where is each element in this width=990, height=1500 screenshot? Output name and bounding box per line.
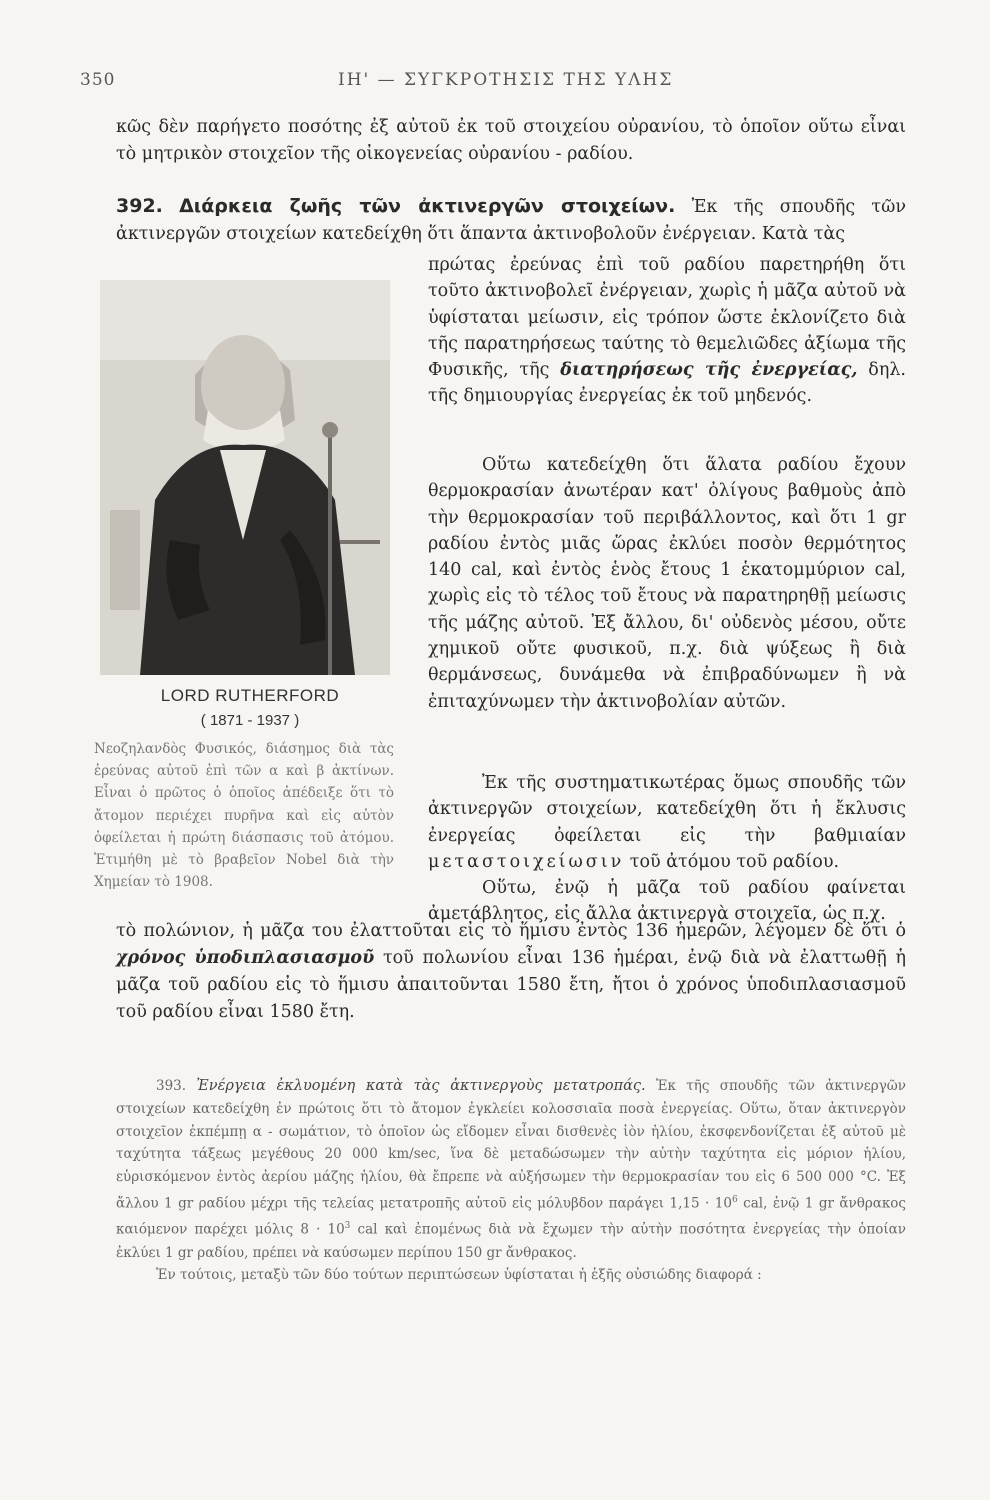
paragraph-text: τὸ πολώνιον, ἡ μᾶζα του ἐλαττοῦται εἰς τὸ ἥμισυ ἐντὸς 136 ἡμερῶν, λέγομεν δὲ ὅτι ὁ <box>116 921 906 941</box>
page-number: 350 <box>80 70 116 90</box>
paragraph-text: cal, ἐνῷ 1 gr ἄνθρακος καιόμενον παρέχει μόλις 8 · 10 <box>116 1195 906 1238</box>
paragraph-half-life <box>116 918 906 1026</box>
portrait-caption: Νεοζηλανδὸς Φυσικός, διάσημος διὰ τὰς ἐρεύνας αὐτοῦ ἐπὶ τῶν α καὶ β ἀκτίνων. Εἶναι ὁ πρῶτος ὁ ὁποῖος ἀπέδειξε ὅτι τὸ ἄτομον περιέχει πυρῆνα καὶ εἰς αὐτὸν ὀφείλεται ἡ πρώτη διάσπασις τοῦ ἀτόμου. Ἐτιμήθη μὲ τὸ βραβεῖον Nobel διὰ τὴν Χημείαν τὸ 1908. <box>94 741 394 891</box>
portrait-years: ( 1871 - 1937 ) <box>200 712 300 729</box>
paragraph-transmutation <box>428 770 906 928</box>
paragraph-radium-heat: Οὕτω κατεδείχθη ὅτι ἅλατα ραδίου ἔχουν θερμοκρασίαν ἀνωτέραν κατ' ὀλίγους βαθμοὺς ἀπὸ τὴν θερμοκρασίαν τοῦ περιβάλλοντος, καὶ ὅτι 1 gr ραδίου ἐντὸς μιᾶς ὥρας ἐκλύει ποσὸν θερμότητος 140 cal, καὶ ἐντὸς ἑνὸς ἔτους 1 ἑκατομμύριον cal, χωρὶς εἰς τὸ τέλος τοῦ ἔτους νὰ παρατηρηθῇ μείωσις τῆς μάζης αὐτοῦ. Ἐξ ἄλλου, δι' οὐδενὸς μέσου, οὔτε χημικοῦ οὔτε φυσικοῦ, π.χ. διὰ ψύξεως ἢ διὰ θερμάνσεως, δυνάμεθα νὰ ἐπιβραδύνωμεν ἢ νὰ ἐπιταχύνωμεν τὴν ἀκτινοβολίαν αὐτῶν. <box>428 455 906 712</box>
emphasized-term: διατηρήσεως τῆς ἐνεργείας, <box>560 360 858 381</box>
paragraph-text: τοῦ ἀτόμου τοῦ ραδίου. <box>629 851 840 872</box>
section-lead-text: Ἐκ τῆς σπουδῆς τῶν ἀκτινεργῶν στοιχείων κατεδείχθη ὅτι ἅπαντα ἀκτινοβολοῦν ἐνέργειαν. Κατὰ τὰς <box>116 197 906 244</box>
portrait-name: LORD RUTHERFORD <box>160 686 340 705</box>
portrait-photo-icon <box>100 280 390 675</box>
section-number: 392. <box>116 195 163 217</box>
exponent: 6 <box>731 1194 738 1205</box>
spaced-term: μεταστοιχείωσιν <box>428 851 625 872</box>
section-392-heading <box>116 193 906 247</box>
paragraph-radium-observation <box>428 252 906 410</box>
emphasized-term: χρόνος ὑποδιπλασιασμοῦ <box>116 948 375 968</box>
running-head: ΙΗ' — ΣΥΓΚΡΟΤΗΣΙΣ ΤΗΣ ΥΛΗΣ <box>338 70 674 90</box>
section-title: Διάρκεια ζωῆς τῶν ἀκτινεργῶν στοιχείων. <box>179 195 676 217</box>
section-393-number: 393. <box>156 1078 187 1094</box>
paragraph-text: Ἐν τούτοις, μεταξὺ τῶν δύο τούτων περιπτώσεων ὑφίσταται ἡ ἑξῆς οὐσιώδης διαφορά : <box>156 1267 762 1284</box>
section-393 <box>116 1075 906 1287</box>
paragraph-text: τοῦ πολωνίου εἶναι 136 ἡμέραι, ἐνῷ διὰ νὰ ἐλαττωθῇ ἡ μᾶζα τοῦ ραδίου εἰς τὸ ἥμισυ ἀπαιτοῦνται 1580 ἔτη, ἤτοι ὁ χρόνος ὑποδιπλασιασμοῦ τοῦ ραδίου εἶναι 1580 ἔτη. <box>116 948 906 1022</box>
intro-paragraph: κῶς δὲν παρήγετο ποσότης ἐξ αὐτοῦ ἐκ τοῦ στοιχείου οὐρανίου, τὸ ὁποῖον οὕτω εἶναι τὸ μητρικὸν στοιχεῖον τῆς οἰκογενείας οὐρανίου - ραδίου. <box>116 117 906 164</box>
paragraph-text: δηλ. τῆς δημιουργίας ἐνεργείας ἐκ τοῦ μηδενός. <box>428 360 906 407</box>
paragraph-text: Οὕτω, ἐνῷ ἡ μᾶζα τοῦ ραδίου φαίνεται ἀμετάβλητος, εἰς ἄλλα ἀκτινεργὰ στοιχεῖα, ὡς π.χ. <box>428 878 906 925</box>
paragraph-text: πρώτας ἐρεύνας ἐπὶ τοῦ ραδίου παρετηρήθη ὅτι τοῦτο ἀκτινοβολεῖ ἐνέργειαν, χωρὶς ἡ μᾶζα αὐτοῦ νὰ ὑφίσταται μείωσιν, εἰς τρόπον ὥστε ἐκλονίζετο διὰ τῆς παρατηρήσεως ταύτης τὸ θεμελιῶδες ἀξίωμα τῆς Φυσικῆς, τῆς <box>428 255 906 381</box>
rutherford-portrait <box>100 280 390 675</box>
paragraph-text: cal καὶ ἐπομένως διὰ νὰ ἔχωμεν τὴν αὐτὴν ποσότητα ἐνεργείας τὴν ὁποίαν ἐκλύει 1 gr ραδίου, πρέπει νὰ καύσωμεν περίπου 150 gr ἄνθρακος. <box>116 1221 906 1261</box>
page-header <box>80 70 910 94</box>
section-393-title: Ἐνέργεια ἐκλυομένη κατὰ τὰς ἀκτινεργοὺς μετατροπάς. <box>196 1078 646 1094</box>
paragraph-text: Ἐκ τῆς συστηματικωτέρας ὅμως σπουδῆς τῶν ἀκτινεργῶν στοιχείων, κατεδείχθη ὅτι ἡ ἔκλυσις ἐνεργείας ὀφείλεται εἰς τὴν βαθμιαίαν <box>428 773 906 846</box>
exponent: 3 <box>344 1221 351 1232</box>
paragraph-text: Ἐκ τῆς σπουδῆς τῶν ἀκτινεργῶν στοιχείων κατεδείχθη ἐν πρώτοις ὅτι τὸ ἄτομον ἐγκλείει κολοσσιαῖα ποσὰ ἐνεργείας. Οὕτω, ὅταν ἀκτινεργὸν στοιχεῖον ἐκπέμπῃ α - σωμάτιον, τὸ ὁποῖον ὡς εἴδομεν εἶναι δισθενὲς ἰὸν ἡλίου, ἐκσφενδονίζεται ἐξ αὐτοῦ μὲ ταχύτητα τάξεως μεγέθους 20 000 km/sec, ἵνα δὲ μεταδώσωμεν τὴν αὐτὴν ταχύτητα εἰς μόριον ἡλίου, εὑρισκόμενον ἐντὸς ἀερίου μάζης ἡλίου, θὰ ἔπρεπε νὰ αὐξήσωμεν τὴν θερμοκρασίαν του εἰς 6 500 000 °C. Ἐξ ἄλλου 1 gr ραδίου μέχρι τῆς τελείας μετατροπῆς αὐτοῦ εἰς μόλυβδον παράγει 1,15 · 10 <box>116 1078 907 1212</box>
